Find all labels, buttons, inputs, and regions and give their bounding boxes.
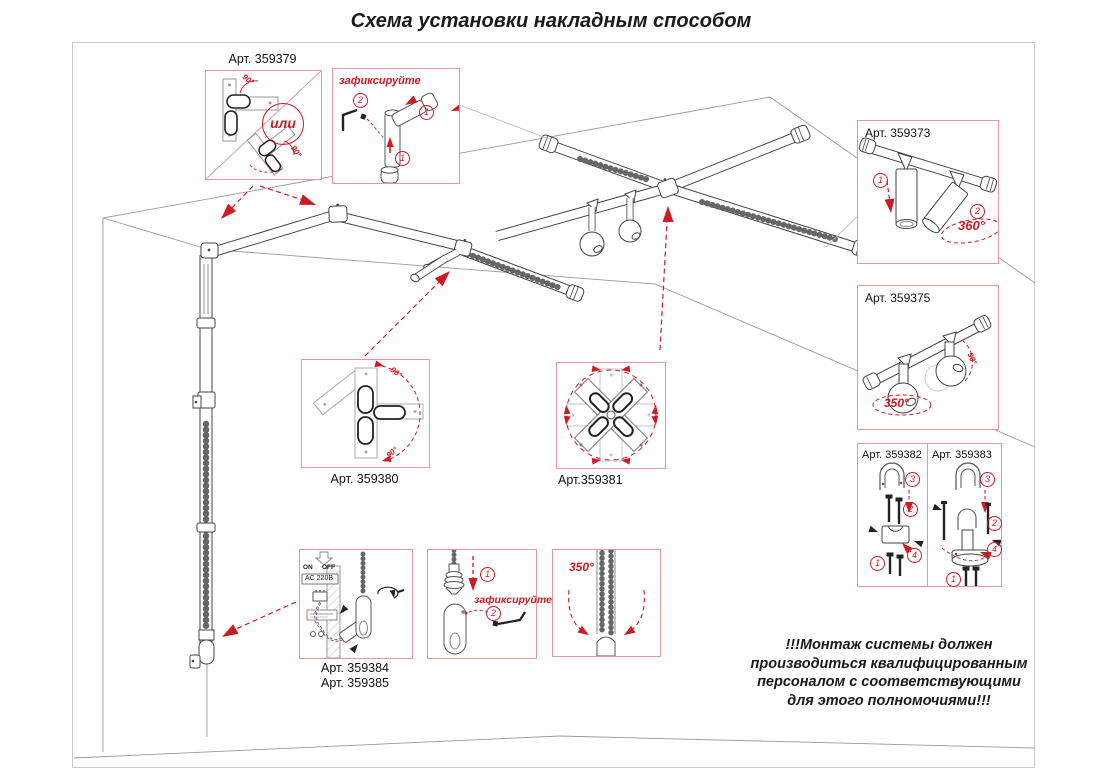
saddle-mount-illustration — [858, 444, 928, 586]
label-art359380: Арт. 359380 — [330, 472, 399, 486]
tee-plate-illustration — [302, 360, 429, 467]
step-2: 2 — [486, 606, 501, 621]
label-art359382: Арт. 359382 — [862, 449, 922, 461]
inset-art359381 — [556, 362, 666, 469]
step-1: 1 — [480, 567, 495, 582]
or-badge: или — [262, 103, 304, 145]
ceiling-cross-track — [497, 124, 872, 258]
inset-rotation-350 — [552, 549, 661, 657]
angle-90: 90° — [240, 72, 256, 87]
label-art359381: Арт.359381 — [558, 473, 623, 487]
double-spot-track-illustration — [858, 121, 998, 263]
step-3: 3 — [905, 472, 920, 487]
inset-art359383 — [927, 443, 1002, 587]
step-1: 1 — [395, 151, 410, 166]
label-art359385: Арт. 359385 — [320, 676, 389, 690]
wall-track — [190, 255, 215, 668]
inset-fixation-bottom — [427, 549, 552, 659]
off-label: OFF — [322, 564, 335, 571]
angle-90: 90° — [288, 143, 304, 160]
warning-line: персоналом с соответствующими — [757, 674, 1021, 690]
warning-line: для этого полномочиями!!! — [787, 692, 991, 709]
step-2: 2 — [987, 516, 1002, 531]
inset-art359382 — [857, 443, 929, 587]
inset-art359384 — [299, 549, 413, 659]
angle-350: 350° — [569, 560, 594, 574]
installation-warning — [740, 636, 1038, 710]
step-3: 3 — [980, 472, 995, 487]
inset-fixation-top — [332, 68, 460, 184]
elbow-connector — [329, 203, 348, 222]
step-2: 2 — [903, 502, 918, 517]
label-art359383: Арт. 359383 — [932, 449, 992, 461]
track-coil-texture — [702, 202, 838, 240]
on-label: ON — [303, 564, 313, 571]
step-1: 1 — [873, 173, 888, 188]
angle-90: 90° — [384, 445, 400, 460]
step-4: 4 — [987, 542, 1002, 557]
step-4: 4 — [907, 548, 922, 563]
inset-art359379 — [205, 70, 322, 180]
track-coil-texture — [580, 159, 649, 180]
angle-360: 360° — [958, 218, 985, 233]
step-2: 2 — [970, 204, 985, 219]
step-1: 1 — [419, 105, 434, 120]
label-art359373: Арт. 359373 — [865, 126, 931, 140]
inset-art359373 — [857, 120, 999, 264]
label-art359384: Арт. 359384 — [320, 661, 389, 675]
step-2: 2 — [353, 93, 368, 108]
page-title: Схема установки накладным способом — [350, 10, 752, 32]
track-coil-texture — [468, 254, 560, 288]
warning-line: !!!Монтаж системы должен — [785, 637, 993, 653]
ac-voltage-label: AC 220В — [305, 575, 334, 582]
step-1: 1 — [870, 556, 885, 571]
driver-label-box — [307, 610, 337, 620]
angle-90: 90° — [965, 351, 979, 366]
label-art359379: Арт. 359379 — [228, 52, 297, 66]
angle-350: 350° — [884, 396, 909, 410]
step-1: 1 — [946, 572, 961, 587]
angle-90: 90° — [388, 365, 404, 380]
inset-art359375 — [857, 285, 999, 430]
inset-art359380 — [301, 359, 430, 468]
fixation-label: зафиксируйте — [474, 594, 552, 606]
warning-line: производиться квалифицированным — [750, 655, 1028, 672]
fixation-label: зафиксируйте — [339, 75, 421, 87]
star-connector-illustration — [557, 363, 665, 468]
base-mount-illustration — [928, 444, 1001, 586]
label-art359375: Арт. 359375 — [865, 291, 931, 305]
wiring-illustration — [300, 550, 412, 658]
